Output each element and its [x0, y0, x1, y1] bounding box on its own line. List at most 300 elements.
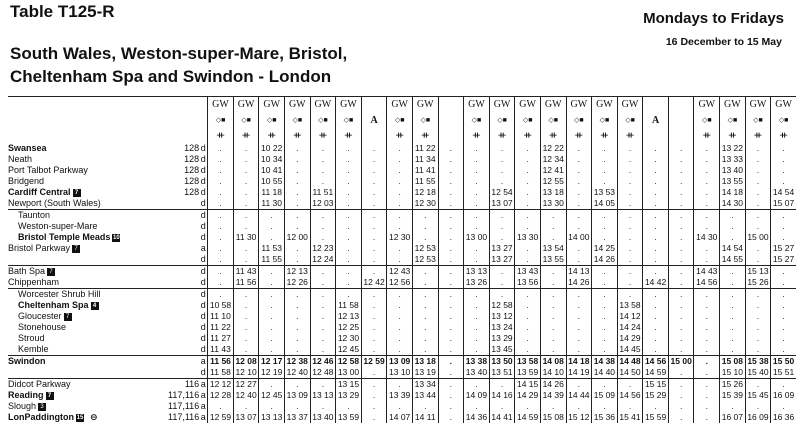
- column-op-22: GW: [771, 97, 796, 113]
- station-name: [8, 412, 168, 423]
- time-cell: .: [566, 154, 592, 165]
- time-cell: .: [336, 198, 362, 210]
- time-cell: .: [643, 176, 669, 187]
- time-cell: .: [233, 322, 259, 333]
- time-cell: .: [208, 176, 234, 187]
- station-label: LonPaddington: [8, 412, 74, 422]
- column-cat-1: [233, 128, 259, 143]
- time-cell: .: [233, 187, 259, 198]
- time-cell: .: [284, 198, 310, 210]
- time-cell: .: [489, 289, 515, 301]
- time-cell: 11 30: [233, 232, 259, 243]
- time-cell: 11 43: [233, 266, 259, 278]
- time-cell: 13 34: [412, 379, 438, 391]
- column-cat-18: [668, 128, 694, 143]
- connection-table-ref: [168, 277, 199, 289]
- first-class-icon: ◇■: [394, 116, 405, 124]
- route-title-line1: South Wales, Weston-super-Mare, Bristol,: [10, 44, 348, 63]
- time-cell: .: [668, 198, 694, 210]
- time-cell: .: [643, 266, 669, 278]
- time-cell: 14 36: [464, 412, 490, 423]
- time-cell: .: [284, 187, 310, 198]
- time-cell: .: [284, 243, 310, 254]
- station-name: [8, 266, 168, 278]
- time-cell: .: [694, 356, 720, 368]
- time-cell: .: [259, 311, 285, 322]
- time-cell: .: [489, 232, 515, 243]
- time-cell: 12 25: [336, 322, 362, 333]
- column-svc-3: [284, 112, 310, 128]
- time-cell: .: [387, 333, 413, 344]
- time-cell: .: [464, 221, 490, 232]
- time-cell: .: [233, 143, 259, 154]
- connection-table-ref: 128: [184, 187, 200, 197]
- time-cell: .: [566, 243, 592, 254]
- time-cell: .: [540, 344, 566, 356]
- first-class-icon: ◇■: [241, 116, 251, 124]
- table-row: [8, 390, 796, 401]
- time-cell: .: [412, 289, 438, 301]
- time-cell: .: [208, 221, 234, 232]
- header-blank: [199, 97, 208, 113]
- column-cat-7: [387, 128, 413, 143]
- time-cell: 12 58: [489, 300, 515, 311]
- time-cell: .: [361, 154, 387, 165]
- time-cell: .: [233, 311, 259, 322]
- time-cell: .: [668, 254, 694, 266]
- time-cell: .: [540, 221, 566, 232]
- underground-icon: ⊖: [89, 412, 98, 422]
- time-cell: .: [694, 401, 720, 412]
- time-cell: 14 05: [592, 198, 618, 210]
- time-cell: 15 00: [668, 356, 694, 368]
- time-cell: .: [310, 154, 336, 165]
- time-cell: .: [438, 266, 464, 278]
- time-cell: .: [668, 266, 694, 278]
- time-cell: .: [464, 165, 490, 176]
- time-cell: .: [745, 333, 771, 344]
- time-cell: .: [771, 344, 796, 356]
- time-cell: 13 13: [310, 390, 336, 401]
- time-cell: .: [592, 154, 618, 165]
- time-cell: .: [233, 243, 259, 254]
- time-cell: .: [464, 143, 490, 154]
- time-cell: .: [617, 221, 643, 232]
- time-cell: .: [438, 322, 464, 333]
- time-cell: .: [412, 232, 438, 243]
- connection-table-ref: [168, 243, 199, 254]
- time-cell: .: [259, 379, 285, 391]
- time-cell: .: [694, 390, 720, 401]
- station-name: [8, 176, 168, 187]
- arr-dep-marker: d: [200, 322, 206, 332]
- time-cell: 13 58: [515, 356, 541, 368]
- time-cell: 12 26: [284, 277, 310, 289]
- time-cell: 10 22: [259, 143, 285, 154]
- time-cell: .: [310, 143, 336, 154]
- time-cell: .: [336, 401, 362, 412]
- time-cell: 13 58: [617, 300, 643, 311]
- time-cell: 12 58: [336, 356, 362, 368]
- time-cell: .: [387, 210, 413, 222]
- station-label: Chippenham: [8, 277, 60, 287]
- station-name: [8, 379, 168, 391]
- time-cell: .: [668, 277, 694, 289]
- time-cell: .: [694, 412, 720, 423]
- table-row: [8, 254, 796, 266]
- station-name: [8, 401, 168, 412]
- column-op-11: GW: [489, 97, 515, 113]
- station-name: [8, 154, 168, 165]
- time-cell: .: [284, 154, 310, 165]
- time-cell: 14 13: [566, 266, 592, 278]
- time-cell: 13 51: [489, 367, 515, 379]
- time-cell: .: [361, 254, 387, 266]
- time-cell: .: [720, 210, 746, 222]
- time-cell: 14 18: [720, 187, 746, 198]
- column-svc-6: A: [361, 112, 387, 128]
- time-cell: 15 26: [720, 379, 746, 391]
- arr-dep-marker: d: [200, 198, 206, 208]
- time-cell: .: [361, 289, 387, 301]
- time-cell: 13 55: [720, 176, 746, 187]
- column-cat-3: [284, 128, 310, 143]
- time-cell: .: [771, 165, 796, 176]
- time-cell: .: [438, 390, 464, 401]
- connection-table-ref: [168, 322, 199, 333]
- table-row: [8, 154, 796, 165]
- time-cell: 12 46: [310, 356, 336, 368]
- time-cell: .: [617, 187, 643, 198]
- time-cell: .: [745, 143, 771, 154]
- connection-table-ref: [168, 367, 199, 379]
- time-cell: .: [720, 277, 746, 289]
- arr-dep-marker: a: [200, 412, 206, 422]
- time-cell: 11 55: [412, 176, 438, 187]
- station-name: [8, 289, 168, 301]
- time-cell: .: [720, 344, 746, 356]
- column-op-0: GW: [208, 97, 234, 113]
- time-cell: 12 13: [336, 311, 362, 322]
- time-cell: .: [515, 333, 541, 344]
- time-cell: .: [566, 289, 592, 301]
- time-cell: .: [438, 232, 464, 243]
- time-cell: 12 24: [310, 254, 336, 266]
- catering-icon: ᚑ: [728, 130, 736, 141]
- time-cell: .: [617, 401, 643, 412]
- time-cell: .: [208, 232, 234, 243]
- time-cell: .: [284, 300, 310, 311]
- column-cat-6: [361, 128, 387, 143]
- column-svc-13: [540, 112, 566, 128]
- column-op-19: GW: [694, 97, 720, 113]
- column-op-2: GW: [259, 97, 285, 113]
- time-cell: .: [489, 176, 515, 187]
- station-name: [8, 165, 168, 176]
- first-class-icon: ◇■: [497, 116, 507, 124]
- interchange-badge: 3: [38, 403, 46, 411]
- time-cell: .: [566, 198, 592, 210]
- time-cell: .: [566, 143, 592, 154]
- column-svc-1: [233, 112, 259, 128]
- column-op-5: GW: [336, 97, 362, 113]
- column-op-4: GW: [310, 97, 336, 113]
- time-cell: .: [208, 254, 234, 266]
- arr-dep-marker: d: [200, 232, 206, 242]
- time-cell: .: [720, 232, 746, 243]
- time-cell: .: [464, 322, 490, 333]
- time-cell: 15 12: [566, 412, 592, 423]
- time-cell: .: [438, 165, 464, 176]
- time-cell: .: [361, 412, 387, 423]
- time-cell: .: [515, 300, 541, 311]
- time-cell: .: [643, 311, 669, 322]
- header-blank: [8, 128, 168, 143]
- time-cell: .: [387, 254, 413, 266]
- time-cell: .: [310, 344, 336, 356]
- first-class-icon: ◇■: [548, 116, 559, 124]
- time-cell: .: [464, 379, 490, 391]
- time-cell: .: [668, 379, 694, 391]
- time-cell: 14 39: [540, 390, 566, 401]
- time-cell: 12 22: [540, 143, 566, 154]
- time-cell: .: [540, 232, 566, 243]
- connection-table-ref: [168, 232, 199, 243]
- time-cell: .: [566, 221, 592, 232]
- connection-table-ref: [168, 254, 199, 266]
- first-class-icon: ◇■: [574, 116, 584, 124]
- station-label: Bridgend: [8, 176, 45, 186]
- arr-dep-marker: d: [200, 289, 206, 299]
- time-cell: .: [336, 154, 362, 165]
- time-cell: .: [438, 210, 464, 222]
- time-cell: .: [720, 289, 746, 301]
- column-cat-16: [617, 128, 643, 143]
- arr-dep-marker: a: [200, 356, 206, 366]
- time-cell: 13 07: [489, 198, 515, 210]
- time-cell: .: [361, 300, 387, 311]
- time-cell: .: [208, 187, 234, 198]
- time-cell: .: [489, 143, 515, 154]
- time-cell: 11 58: [336, 300, 362, 311]
- time-cell: .: [233, 221, 259, 232]
- time-cell: .: [643, 289, 669, 301]
- time-cell: .: [745, 165, 771, 176]
- time-cell: 14 54: [771, 187, 796, 198]
- table-row: [8, 198, 796, 210]
- time-cell: .: [387, 300, 413, 311]
- time-cell: .: [515, 165, 541, 176]
- time-cell: .: [643, 344, 669, 356]
- time-cell: 14 29: [617, 333, 643, 344]
- time-cell: 14 29: [515, 390, 541, 401]
- time-cell: .: [361, 344, 387, 356]
- catering-icon: ᚑ: [319, 130, 327, 141]
- time-cell: .: [259, 266, 285, 278]
- time-cell: 14 18: [566, 356, 592, 368]
- time-cell: .: [233, 176, 259, 187]
- column-cat-19: [694, 128, 720, 143]
- time-cell: .: [771, 289, 796, 301]
- time-cell: .: [515, 322, 541, 333]
- time-cell: 15 07: [771, 198, 796, 210]
- time-cell: .: [412, 401, 438, 412]
- time-cell: .: [771, 232, 796, 243]
- column-svc-18: [668, 112, 694, 128]
- time-cell: .: [592, 210, 618, 222]
- time-cell: .: [284, 221, 310, 232]
- station-name: [8, 367, 168, 379]
- time-cell: .: [592, 311, 618, 322]
- days-of-operation: Mondays to Fridays: [643, 10, 784, 27]
- time-cell: .: [361, 379, 387, 391]
- time-cell: 14 09: [464, 390, 490, 401]
- time-cell: .: [284, 322, 310, 333]
- time-cell: .: [233, 154, 259, 165]
- time-cell: 14 10: [540, 367, 566, 379]
- time-cell: 14 12: [617, 311, 643, 322]
- station-name: [8, 198, 168, 210]
- time-cell: .: [745, 243, 771, 254]
- route-title-line2: Cheltenham Spa and Swindon - London: [10, 67, 332, 86]
- time-cell: 13 29: [336, 390, 362, 401]
- time-cell: .: [233, 198, 259, 210]
- connection-table-ref: [168, 356, 199, 368]
- time-cell: 13 50: [489, 356, 515, 368]
- first-class-icon: ◇■: [625, 116, 635, 124]
- time-cell: 13 12: [489, 311, 515, 322]
- interchange-badge: 4: [91, 302, 99, 310]
- header-blank: [168, 128, 199, 143]
- time-cell: .: [745, 311, 771, 322]
- time-cell: 12 45: [336, 344, 362, 356]
- time-cell: .: [412, 300, 438, 311]
- table-row: [8, 243, 796, 254]
- column-svc-22: [771, 112, 796, 128]
- time-cell: .: [617, 232, 643, 243]
- arr-dep-marker: a: [200, 243, 206, 253]
- time-cell: 16 36: [771, 412, 796, 423]
- time-cell: .: [208, 243, 234, 254]
- time-cell: 12 59: [208, 412, 234, 423]
- time-cell: .: [438, 356, 464, 368]
- time-cell: 14 44: [566, 390, 592, 401]
- column-op-21: GW: [745, 97, 771, 113]
- time-cell: .: [259, 401, 285, 412]
- station-name: [8, 232, 168, 243]
- time-cell: .: [745, 254, 771, 266]
- time-cell: .: [745, 198, 771, 210]
- time-cell: .: [515, 221, 541, 232]
- interchange-badge: 15: [76, 414, 84, 421]
- time-cell: .: [592, 221, 618, 232]
- time-cell: .: [771, 210, 796, 222]
- station-label: Worcester Shrub Hill: [18, 289, 101, 299]
- time-cell: 12 08: [233, 356, 259, 368]
- time-cell: .: [464, 333, 490, 344]
- time-cell: .: [438, 221, 464, 232]
- table-row: [8, 221, 796, 232]
- time-cell: .: [515, 254, 541, 266]
- time-cell: 14 48: [617, 356, 643, 368]
- connection-table-ref: [168, 210, 199, 222]
- header-blank: [8, 112, 168, 128]
- time-cell: .: [694, 165, 720, 176]
- time-cell: 12 42: [361, 277, 387, 289]
- time-cell: .: [643, 198, 669, 210]
- arr-dep-marker: d: [200, 221, 206, 231]
- time-cell: 10 41: [259, 165, 285, 176]
- first-class-icon: ◇■: [266, 116, 277, 124]
- time-cell: .: [668, 344, 694, 356]
- time-cell: .: [566, 254, 592, 266]
- station-name: [8, 221, 168, 232]
- time-cell: .: [464, 254, 490, 266]
- arr-dep-marker: d: [200, 311, 206, 321]
- time-cell: .: [361, 243, 387, 254]
- time-cell: 14 11: [412, 412, 438, 423]
- station-label: Cheltenham Spa: [18, 300, 89, 310]
- time-cell: .: [259, 221, 285, 232]
- time-cell: 13 44: [412, 390, 438, 401]
- column-cat-14: [566, 128, 592, 143]
- time-cell: .: [643, 243, 669, 254]
- time-cell: .: [694, 344, 720, 356]
- time-cell: .: [540, 300, 566, 311]
- table-row: [8, 187, 796, 198]
- time-cell: .: [361, 198, 387, 210]
- connection-table-ref: 128: [184, 143, 200, 153]
- time-cell: .: [745, 379, 771, 391]
- station-label: Didcot Parkway: [8, 379, 71, 389]
- time-cell: .: [412, 210, 438, 222]
- time-cell: .: [515, 344, 541, 356]
- time-cell: .: [464, 300, 490, 311]
- catering-icon: ᚑ: [754, 130, 762, 141]
- column-svc-12: [515, 112, 541, 128]
- connection-table-ref: [168, 198, 199, 210]
- time-cell: .: [284, 176, 310, 187]
- time-cell: .: [566, 210, 592, 222]
- table-row: [8, 176, 796, 187]
- connection-table-ref: 117,116: [168, 401, 200, 411]
- time-cell: .: [259, 232, 285, 243]
- time-cell: .: [361, 333, 387, 344]
- interchange-badge: 7: [64, 313, 72, 321]
- time-cell: .: [336, 277, 362, 289]
- time-cell: .: [489, 401, 515, 412]
- time-cell: .: [771, 379, 796, 391]
- time-cell: .: [464, 210, 490, 222]
- time-cell: .: [310, 322, 336, 333]
- time-cell: .: [592, 322, 618, 333]
- time-cell: 15 41: [617, 412, 643, 423]
- time-cell: .: [387, 143, 413, 154]
- catering-icon: ᚑ: [575, 130, 583, 141]
- connection-table-ref: [168, 266, 199, 278]
- time-cell: .: [259, 333, 285, 344]
- station-label: Bath Spa: [8, 266, 46, 276]
- station-label: Newport (South Wales): [8, 198, 101, 208]
- time-cell: 12 34: [540, 154, 566, 165]
- station-label: Gloucester: [18, 311, 62, 321]
- time-cell: .: [694, 311, 720, 322]
- time-cell: .: [668, 221, 694, 232]
- time-cell: 12 59: [361, 356, 387, 368]
- time-cell: .: [515, 401, 541, 412]
- catering-icon: ᚑ: [421, 130, 429, 141]
- time-cell: .: [745, 322, 771, 333]
